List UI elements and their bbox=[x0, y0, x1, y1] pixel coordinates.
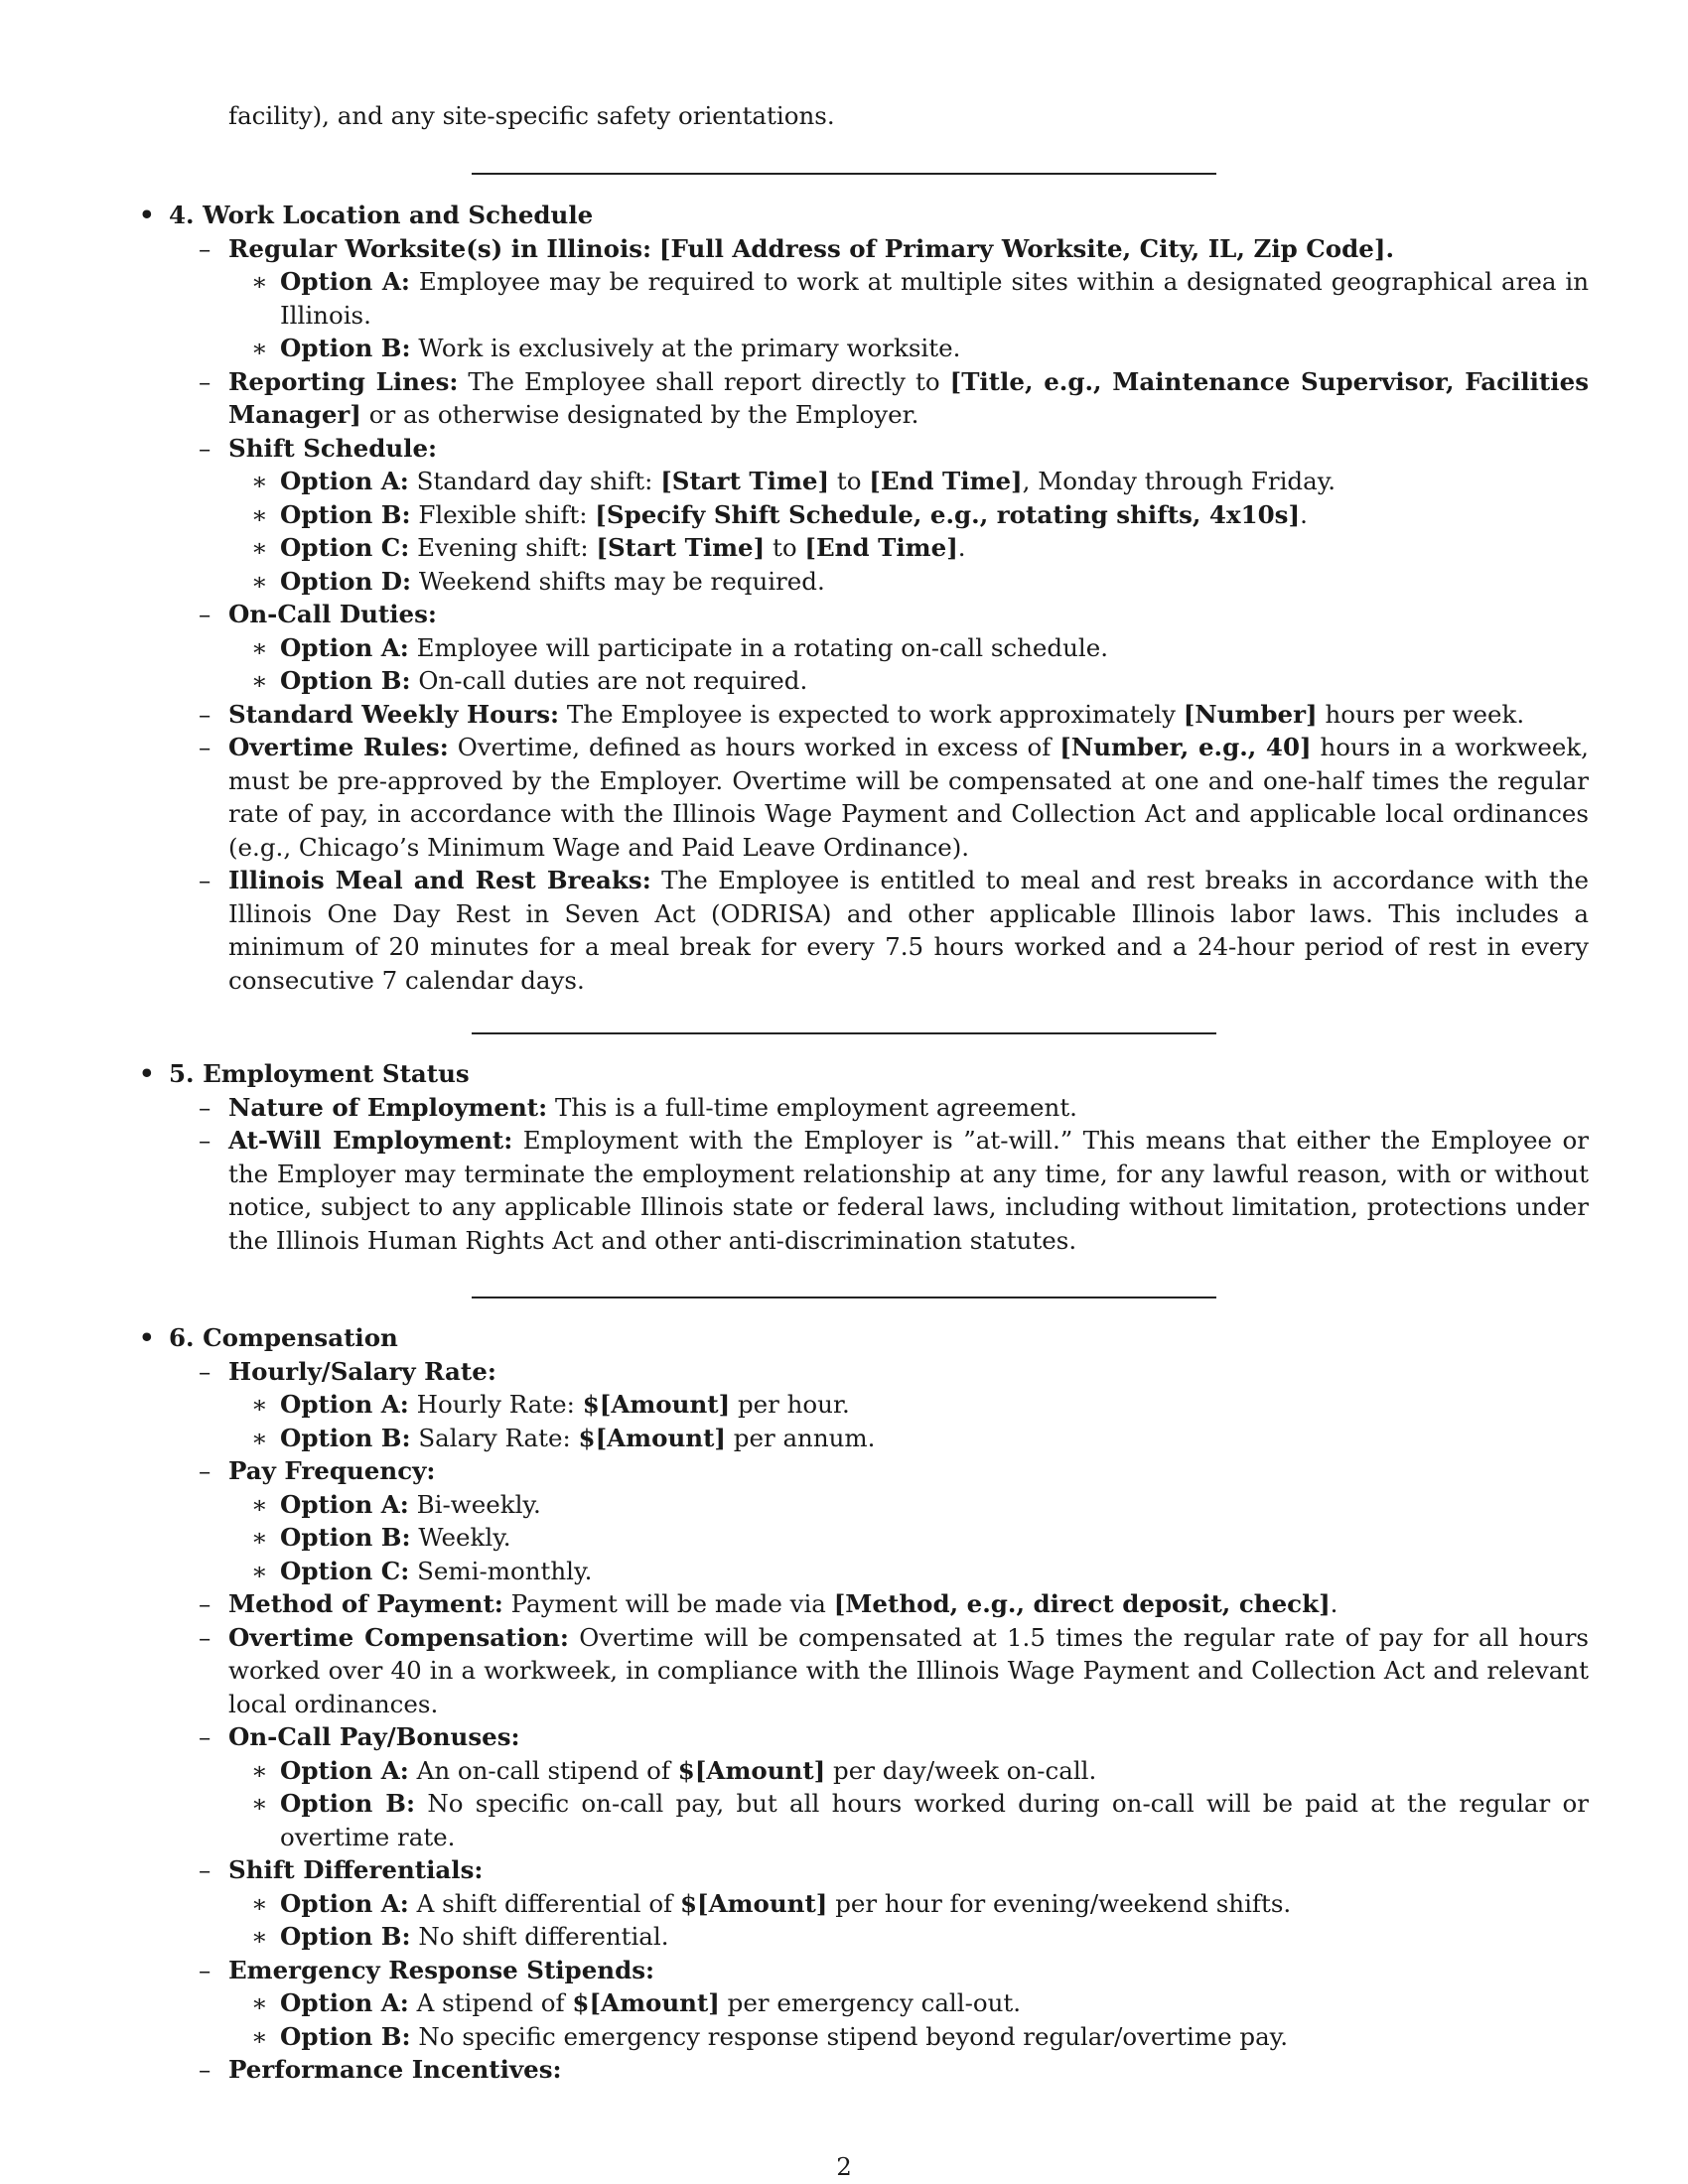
dash-icon: – bbox=[199, 1456, 211, 1485]
section-divider bbox=[472, 1297, 1216, 1298]
option-item: ∗ Option B: No shift differential. bbox=[280, 1920, 1589, 1954]
section-divider bbox=[472, 1032, 1216, 1034]
option-item: ∗ Option A: Standard day shift: [Start Time] to [End Time], Monday through Friday. bbox=[280, 465, 1589, 498]
bullet-icon: • bbox=[139, 1059, 155, 1088]
asterisk-icon: ∗ bbox=[251, 1523, 268, 1552]
dash-icon: – bbox=[199, 600, 211, 628]
section-divider bbox=[472, 173, 1216, 175]
option-item: ∗ Option B: On-call duties are not required. bbox=[280, 664, 1589, 698]
dash-icon: – bbox=[199, 1356, 211, 1386]
asterisk-icon: ∗ bbox=[251, 267, 268, 296]
dash-icon: – bbox=[199, 233, 211, 263]
dash-icon: – bbox=[199, 1955, 211, 1984]
option-item: ∗ Option A: A shift differential of $[Amount] per hour for evening/weekend shifts. bbox=[280, 1887, 1589, 1921]
option-item: ∗ Option C: Evening shift: [Start Time] to [End Time]. bbox=[280, 531, 1589, 565]
dash-icon: – bbox=[199, 1092, 211, 1122]
option-item: ∗ Option C: Semi-monthly. bbox=[280, 1555, 1589, 1588]
asterisk-icon: ∗ bbox=[251, 1888, 268, 1918]
asterisk-icon: ∗ bbox=[251, 467, 268, 495]
section-heading: • 5. Employment Status bbox=[139, 1057, 1589, 1091]
emergency-stipends-item: – Emergency Response Stipends: bbox=[228, 1954, 1589, 1987]
overtime-compensation-item: – Overtime Compensation: Overtime will be compensated at 1.5 times the regular rate of pay for all hours worked over 40 in a workweek, in compliance with the Illinois Wage Payment and Collection Act and relevant local ordinances. bbox=[199, 1622, 1589, 1718]
asterisk-icon: ∗ bbox=[251, 1390, 268, 1419]
nature-item: – Nature of Employment: This is a full-time employment agreement. bbox=[228, 1091, 1589, 1125]
shift-differentials-item: – Shift Differentials: bbox=[228, 1853, 1589, 1887]
section-5 bbox=[139, 1057, 1589, 1257]
dash-icon: – bbox=[199, 733, 211, 761]
dash-icon: – bbox=[199, 699, 211, 729]
dash-icon: – bbox=[199, 1855, 211, 1884]
dash-icon: – bbox=[199, 1589, 211, 1618]
asterisk-icon: ∗ bbox=[251, 1922, 268, 1951]
option-item: ∗ Option D: Weekend shifts may be required. bbox=[280, 565, 1589, 599]
oncall-pay-item: – On-Call Pay/Bonuses: bbox=[228, 1720, 1589, 1754]
continued-text: facility), and any site-specific safety orientations. bbox=[228, 101, 835, 130]
payment-method-item: – Method of Payment: Payment will be made via [Method, e.g., direct deposit, check]. bbox=[228, 1587, 1589, 1621]
dash-icon: – bbox=[199, 1722, 211, 1751]
oncall-item: – On-Call Duties: bbox=[228, 598, 1589, 631]
option-item: ∗ Option B: No specific on-call pay, but all hours worked during on-call will be paid at the regular or overtime rate. bbox=[251, 1789, 1589, 1851]
asterisk-icon: ∗ bbox=[251, 499, 268, 529]
overtime-item: – Overtime Rules: Overtime, defined as hours worked in excess of [Number, e.g., 40] hours in a workweek, must be pre-approved by the Employer. Overtime will be compensated at one and one-half times the regular rate of pay, in accordance with the Illinois Wage Payment and Collection Act and applicable local ordinances (e.g., Chicago’s Minimum Wage and Paid Leave Ordinance). bbox=[199, 733, 1589, 862]
option-item: ∗ Option A: Hourly Rate: $[Amount] per hour. bbox=[280, 1388, 1589, 1422]
dash-icon: – bbox=[199, 1126, 211, 1155]
dash-icon: – bbox=[199, 366, 211, 396]
asterisk-icon: ∗ bbox=[251, 2021, 268, 2051]
weekly-hours-item: – Standard Weekly Hours: The Employee is expected to work approximately [Number] hours per week. bbox=[228, 698, 1589, 732]
reporting-item: – Reporting Lines: The Employee shall report directly to [Title, e.g., Maintenance Supervisor, Facilities Manager] or as otherwise designated by the Employer. bbox=[199, 366, 1589, 429]
dash-icon: – bbox=[199, 2055, 211, 2084]
page-number: 2 bbox=[836, 2152, 852, 2181]
asterisk-icon: ∗ bbox=[251, 334, 268, 362]
section-4 bbox=[139, 199, 1589, 997]
breaks-item: – Illinois Meal and Rest Breaks: The Employee is entitled to meal and rest breaks in accordance with the Illinois One Day Rest in Seven Act (ODRISA) and other applicable Illinois labor laws. This includes a minimum of 20 minutes for a meal break for every 7.5 hours worked and a 24-hour period of rest in every consecutive 7 calendar days. bbox=[199, 866, 1589, 995]
asterisk-icon: ∗ bbox=[251, 1556, 268, 1585]
option-item: ∗ Option B: Work is exclusively at the primary worksite. bbox=[280, 332, 1589, 365]
at-will-item: – At-Will Employment: Employment with the Employer is ”at-will.” This means that either the Employee or the Employer may terminate the employment relationship at any time, for any lawful reason, with or without notice, subject to any applicable Illinois state or federal laws, including without limitation, protections under the Illinois Human Rights Act and other anti-discrimination statutes. bbox=[199, 1126, 1589, 1255]
asterisk-icon: ∗ bbox=[251, 1489, 268, 1519]
pay-frequency-item: – Pay Frequency: bbox=[228, 1454, 1589, 1488]
option-item: ∗ Option A: Employee will participate in a rotating on-call schedule. bbox=[280, 631, 1589, 665]
option-item: ∗ Option A: A stipend of $[Amount] per emergency call-out. bbox=[280, 1986, 1589, 2020]
asterisk-icon: ∗ bbox=[251, 1789, 268, 1818]
option-item: ∗ Option B: No specific emergency response stipend beyond regular/overtime pay. bbox=[280, 2020, 1589, 2054]
section-heading: • 6. Compensation bbox=[139, 1321, 1589, 1355]
asterisk-icon: ∗ bbox=[251, 1755, 268, 1785]
dash-icon: – bbox=[199, 866, 211, 894]
asterisk-icon: ∗ bbox=[251, 666, 268, 695]
asterisk-icon: ∗ bbox=[251, 632, 268, 662]
dash-icon: – bbox=[199, 1622, 211, 1652]
option-item: ∗ Option B: Weekly. bbox=[280, 1521, 1589, 1555]
option-item: ∗ Option B: Flexible shift: [Specify Shift Schedule, e.g., rotating shifts, 4x10s]. bbox=[280, 498, 1589, 532]
section-6 bbox=[139, 1321, 1589, 2087]
option-item: ∗ Option A: Bi-weekly. bbox=[280, 1488, 1589, 1522]
bullet-icon: • bbox=[139, 1323, 155, 1352]
asterisk-icon: ∗ bbox=[251, 533, 268, 562]
performance-incentives-item: – Performance Incentives: bbox=[228, 2053, 1589, 2087]
shift-item: – Shift Schedule: bbox=[228, 432, 1589, 466]
option-item: ∗ Option A: Employee may be required to work at multiple sites within a designated geographical area in Illinois. bbox=[251, 267, 1589, 330]
bullet-icon: • bbox=[139, 201, 155, 229]
rate-item: – Hourly/Salary Rate: bbox=[228, 1355, 1589, 1389]
worksite-item: – Regular Worksite(s) in Illinois: [Full Address of Primary Worksite, City, IL, Zip Code]. bbox=[228, 232, 1589, 266]
section-heading: • 4. Work Location and Schedule bbox=[139, 199, 1589, 232]
option-item: ∗ Option B: Salary Rate: $[Amount] per annum. bbox=[280, 1422, 1589, 1455]
asterisk-icon: ∗ bbox=[251, 1423, 268, 1452]
dash-icon: – bbox=[199, 433, 211, 463]
asterisk-icon: ∗ bbox=[251, 1988, 268, 2017]
option-item: ∗ Option A: An on-call stipend of $[Amount] per day/week on-call. bbox=[280, 1754, 1589, 1788]
asterisk-icon: ∗ bbox=[251, 566, 268, 596]
